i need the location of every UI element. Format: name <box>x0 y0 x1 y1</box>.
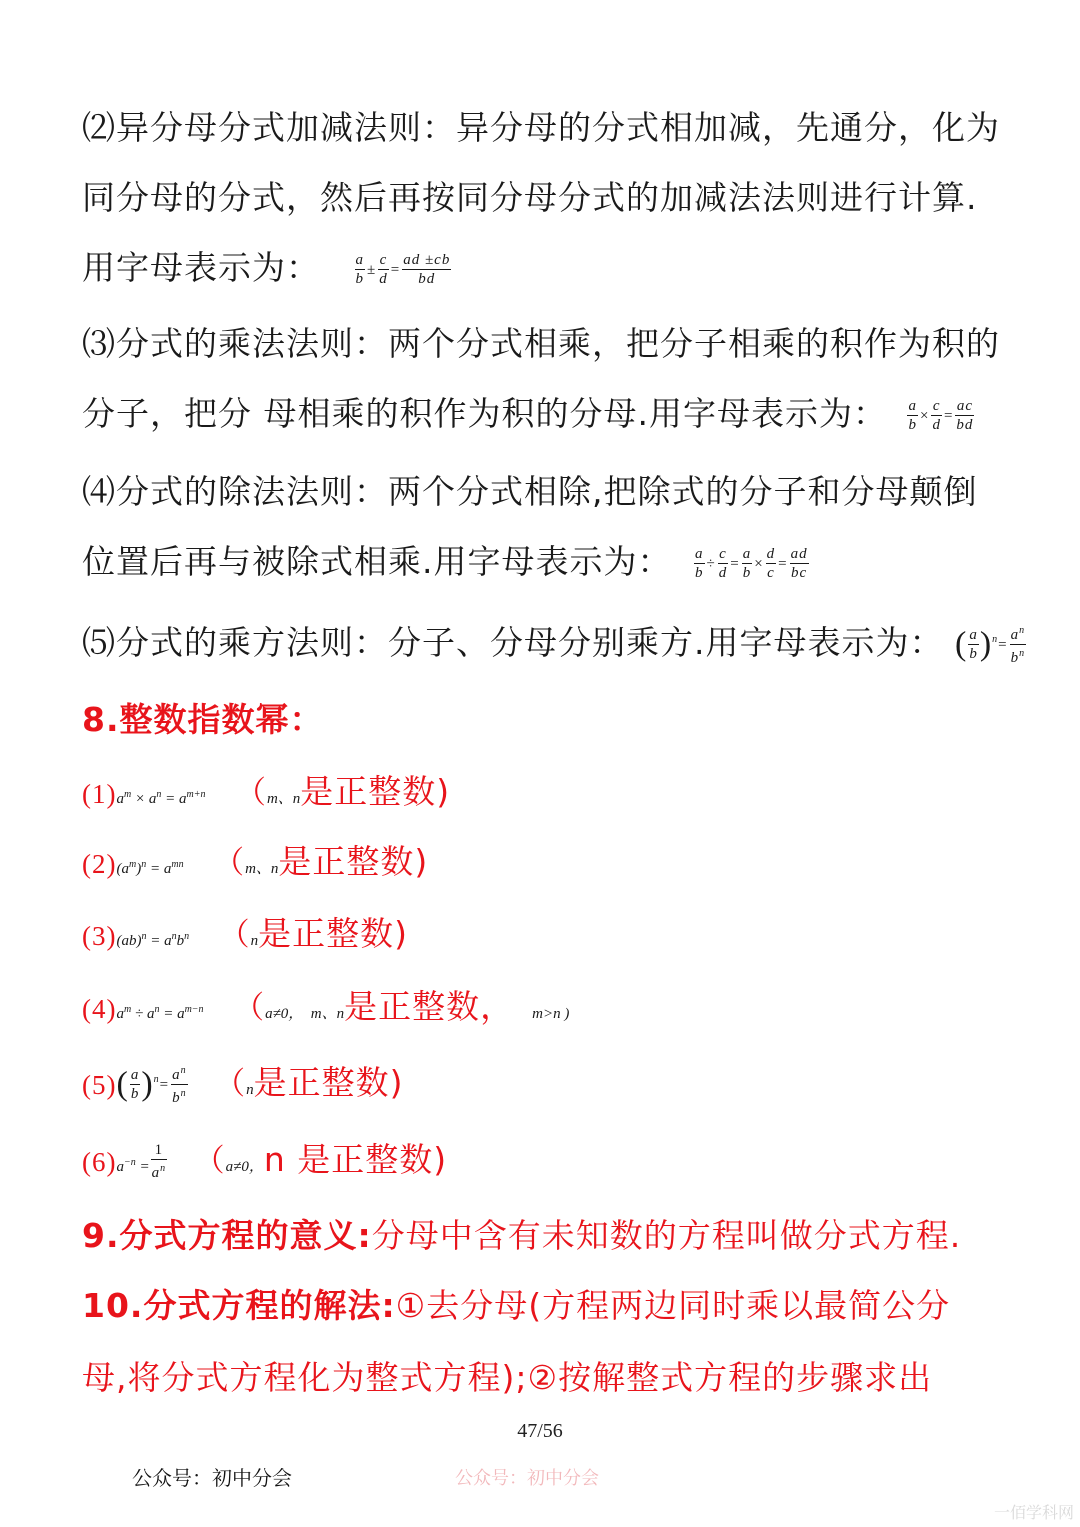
equation-meaning-label: 9.分式方程的意义: <box>82 1216 372 1255</box>
item-condition: 是正整数) <box>253 1063 404 1102</box>
equation-solution-label: 10.分式方程的解法: <box>82 1286 396 1325</box>
rule2-label: 用字母表示为： <box>82 248 320 287</box>
item-formula: $a^m \times a^n = a^{m+n}$ <box>116 789 206 807</box>
equation-solution-text1: ①去分母(方程两边同时乘以最简公分 <box>395 1286 951 1325</box>
item-formula: $(a^m)^n = a^{mn}$ <box>116 859 184 877</box>
rule3-line2 <box>82 392 975 438</box>
footer-watermark: 公众号：初中分会 <box>455 1468 599 1489</box>
exponent-item-6: $(6)a^{-n}$ = $\frac{1}{a^n}$ （a≠0，n 是正整数) <box>82 1140 448 1181</box>
exponent-item-4: $(4)a^m \div a^n = a^{m-n}$ （a≠0， m、n是正整数， m>n ) <box>82 987 570 1026</box>
rule4-label: 位置后再与被除式相乘.用字母表示为： <box>82 542 672 581</box>
rule5-formula: ( $\frac{a}{b}$ )$^n$= $\frac{a^n}{b^n}$ <box>955 623 1027 662</box>
rule2-line2: 同分母的分式，然后再按同分母分式的加减法法则进行计算. <box>82 178 978 217</box>
item-label: (6) <box>82 1147 117 1177</box>
rule5-label: ⑸分式的乘方法则：分子、分母分别乘方.用字母表示为： <box>82 623 944 662</box>
item-formula: $(ab)^n = a^nb^n$ <box>116 931 190 949</box>
rule3-formula: $\frac{a}{b}$ × $\frac{c}{d}$ = $\frac{ac}{bd}$ <box>908 398 974 433</box>
equation-meaning-text: 分母中含有未知数的方程叫做分式方程. <box>371 1216 962 1255</box>
item-condition-extra: m>n ) <box>532 1006 570 1022</box>
item-formula: $a^m \div a^n = a^{m-n}$ <box>116 1004 204 1022</box>
rule3-label: 分子，把分 母相乘的积作为积的分母.用字母表示为： <box>82 394 887 433</box>
item-formula: $a^{-n}$ = $\frac{1}{a^n}$ <box>116 1142 167 1181</box>
rule2-line1: ⑵异分母分式加减法则：异分母的分式相加减，先通分，化为 <box>82 108 1000 147</box>
equation-solution-line1 <box>82 1284 950 1328</box>
item-condition: 是正整数， <box>344 987 515 1026</box>
item-label: (4) <box>82 994 117 1024</box>
page-number: 47/56 <box>517 1420 563 1442</box>
footer-account: 公众号：初中分会 <box>132 1466 292 1490</box>
rule4-line2 <box>82 540 810 586</box>
rule3-line1: ⑶分式的乘法法则：两个分式相乘，把分子相乘的积作为积的 <box>82 324 1000 363</box>
corner-logo: 一佰学科网 <box>993 1503 1074 1522</box>
item-condition: n 是正整数) <box>263 1140 448 1179</box>
item-condition: 是正整数) <box>300 772 451 811</box>
item-label: (5) <box>82 1070 117 1100</box>
item-label: (3) <box>82 921 117 951</box>
equation-solution-line2: 母,将分式方程化为整式方程);②按解整式方程的步骤求出 <box>82 1358 933 1397</box>
item-condition: 是正整数) <box>258 914 408 953</box>
item-label: (2) <box>82 849 117 879</box>
rule2-line3 <box>82 246 452 292</box>
exponent-item-3: $(3)(ab)^n = a^nb^n$ （n是正整数) <box>82 914 408 953</box>
rule5-line1 <box>82 618 1027 667</box>
rule2-formula: $\frac{a}{b}$ ± $\frac{c}{d}$ = $\frac{ad \pm cb}{bd}$ <box>355 252 451 287</box>
rule4-line1: ⑷分式的除法法则：两个分式相除,把除式的分子和分母颠倒 <box>82 472 978 511</box>
integer-exponent-heading: 8.整数指数幂： <box>82 700 324 739</box>
exponent-item-5: (5)( $\frac{a}{b}$ )$^n$= $\frac{a^n}{b^n}$ （n是正整数) <box>82 1063 404 1106</box>
item-label: (1) <box>82 779 117 809</box>
rule4-formula: $\frac{a}{b}$ ÷ $\frac{c}{d}$ = $\frac{a}{b}$ × $\frac{d}{c}$ = $\frac{ad}{bc}$ <box>695 546 808 581</box>
item-condition: 是正整数) <box>278 842 429 881</box>
exponent-item-1: $(1)a^m \times a^n = a^{m+n}$ （m、n是正整数) <box>82 772 451 811</box>
exponent-item-2: $(2)(a^m)^n = a^{mn}$ （m、n是正整数) <box>82 842 429 881</box>
equation-meaning <box>82 1214 961 1258</box>
item-formula: ( $\frac{a}{b}$ )$^n$= $\frac{a^n}{b^n}$ <box>116 1063 188 1102</box>
